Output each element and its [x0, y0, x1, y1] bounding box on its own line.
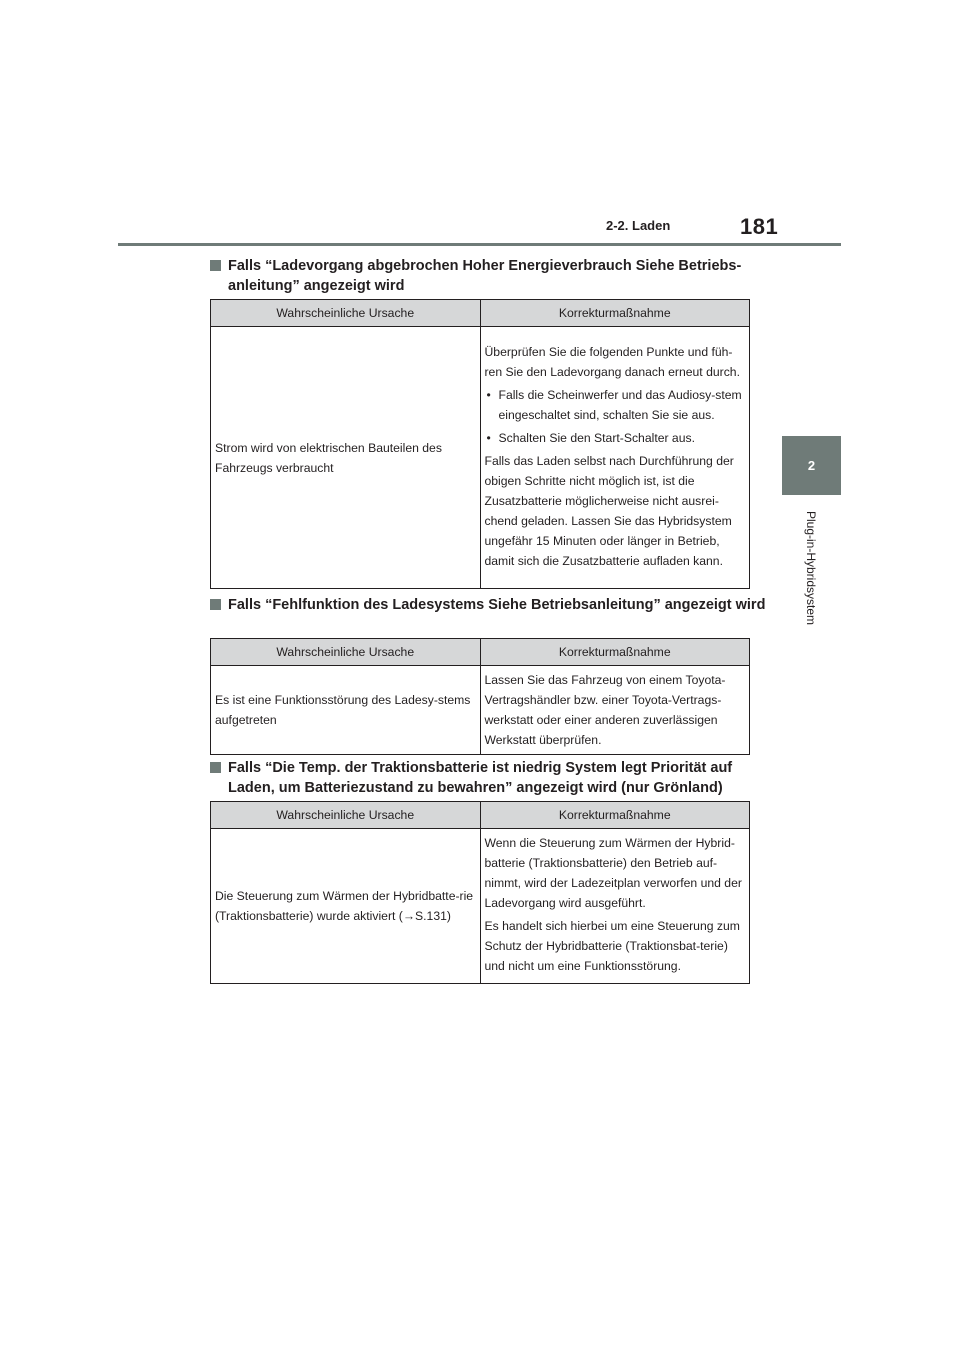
table-row — [211, 829, 750, 984]
col-action-header: Korrekturmaßnahme — [480, 300, 750, 327]
section-heading-2: Falls “Fehlfunktion des Ladesystems Siehe Betriebsanleitung” angezeigt wird — [210, 595, 770, 615]
col-action-header: Korrekturmaßnahme — [480, 639, 750, 666]
heading-square-icon — [210, 762, 221, 773]
col-action-header: Korrekturmaßnahme — [480, 802, 750, 829]
col-cause-header: Wahrscheinliche Ursache — [211, 300, 481, 327]
section-heading-1: Falls “Ladevorgang abgebrochen Hoher Energieverbrauch Siehe Betriebs-anleitung” angezeigt wird — [210, 256, 770, 296]
list-item: • Schalten Sie den Start-Schalter aus. — [485, 428, 746, 448]
action-cell — [480, 829, 750, 984]
chapter-number: 2 — [807, 458, 816, 473]
section-heading-3: Falls “Die Temp. der Traktionsbatterie ist niedrig System legt Priorität auf Laden, um Batteriezustand zu bewahren” angezeigt wird (nur Grönland) — [210, 758, 770, 798]
table-row — [211, 666, 750, 755]
cause-cell: Es ist eine Funktionsstörung des Ladesy-stems aufgetreten — [211, 666, 481, 755]
table-header-row — [211, 639, 750, 666]
action-cell — [480, 327, 750, 589]
chapter-tab — [782, 436, 841, 495]
heading-square-icon — [210, 599, 221, 610]
chapter-label — [782, 498, 841, 638]
col-cause-header: Wahrscheinliche Ursache — [211, 802, 481, 829]
action-paragraph-1: Wenn die Steuerung zum Wärmen der Hybrid-batterie (Traktionsbatterie) den Betrieb auf-nimmt, wird der Ladezeitplan verworfen und der Ladevorgang wird ausgeführt. — [484, 836, 742, 910]
heading-square-icon — [210, 260, 221, 271]
table-header-row — [211, 300, 750, 327]
table-3 — [210, 801, 750, 984]
table-2 — [210, 638, 750, 755]
table-header-row — [211, 802, 750, 829]
table-1 — [210, 299, 750, 589]
action-paragraph-2: Es handelt sich hierbei um eine Steuerung zum Schutz der Hybridbatterie (Traktionsbat-terie) und nicht um eine Funktionsstörung. — [484, 919, 740, 973]
chapter-title: Plug-in-Hybridsystem — [804, 510, 818, 626]
table-row — [211, 327, 750, 589]
page-number: 181 — [740, 214, 779, 239]
section-title: 2-2. Laden — [606, 218, 671, 233]
header-rule — [118, 243, 841, 246]
col-cause-header: Wahrscheinliche Ursache — [211, 639, 481, 666]
list-item: • Falls die Scheinwerfer und das Audiosy-stem eingeschaltet sind, schalten Sie sie aus. — [485, 385, 746, 425]
action-cell: Lassen Sie das Fahrzeug von einem Toyota-Vertragshändler bzw. einer Toyota-Vertrags-werkstatt oder einer anderen zuverlässigen Werkstatt überprüfen. — [480, 666, 750, 755]
cause-cell: Strom wird von elektrischen Bauteilen des Fahrzeugs verbraucht — [211, 327, 481, 589]
action-outro: Falls das Laden selbst nach Durchführung der obigen Schritte nicht möglich ist, ist die Zusatzbatterie möglicherweise nicht ausrei-chend geladen. Lassen Sie das Hybridsystem ungefähr 15 Minuten oder länger in Betrieb, damit sich die Zusatzbatterie aufladen kann. — [484, 453, 734, 568]
action-intro: Überprüfen Sie die folgenden Punkte und füh-ren Sie den Ladevorgang danach erneut durch. — [484, 344, 740, 379]
cause-cell: Die Steuerung zum Wärmen der Hybridbatte-rie (Traktionsbatterie) wurde aktiviert (→S.131) — [211, 829, 481, 984]
